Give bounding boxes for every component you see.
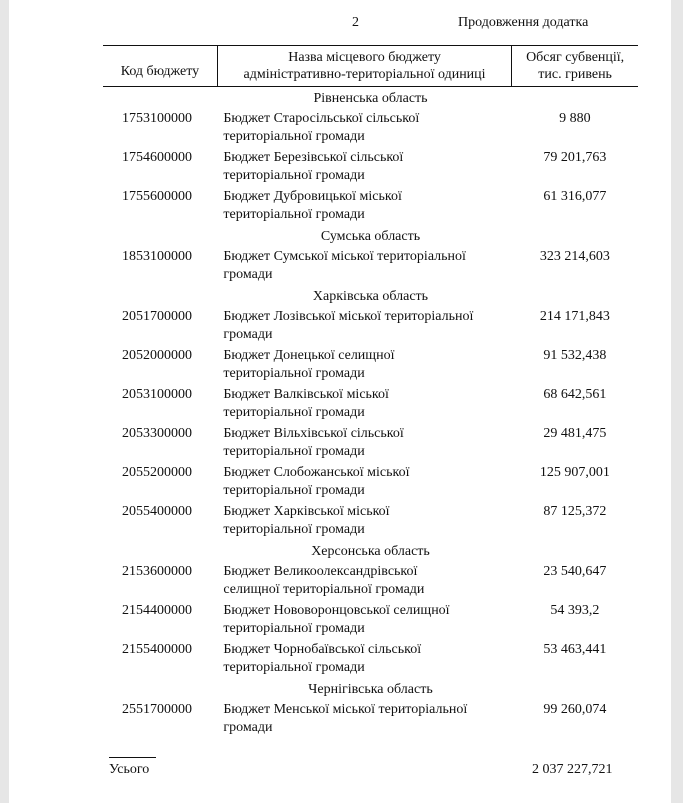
budget-name — [217, 306, 511, 345]
table-row — [103, 147, 638, 186]
budget-code: 1853100000 — [122, 249, 192, 264]
budget-name — [217, 462, 511, 501]
table-header — [103, 46, 638, 87]
budget-code: 2055200000 — [122, 465, 192, 480]
subvention-amount: 23 540,647 — [543, 564, 607, 579]
budget-code: 2155400000 — [122, 642, 192, 657]
budget-code: 1755600000 — [122, 189, 192, 204]
column-header-amount-line2: тис. гривень — [538, 67, 612, 82]
table-row — [103, 306, 638, 345]
table-row — [103, 246, 638, 285]
budget-name-line1: Бюджет Старосільської сільської — [223, 111, 420, 126]
subvention-amount: 125 907,001 — [539, 465, 610, 480]
budget-name-line1: Бюджет Березівської сільської — [223, 150, 404, 165]
budget-name — [217, 501, 511, 540]
region-name: Херсонська область — [311, 544, 430, 559]
budget-name — [217, 639, 511, 678]
budget-name-line1: Бюджет Донецької селищної — [223, 348, 395, 363]
budget-name-line2: територіальної громади — [223, 366, 365, 381]
budget-name-line2: громади — [223, 327, 273, 342]
total-separator — [109, 757, 156, 758]
subvention-amount: 9 880 — [559, 111, 591, 126]
budget-code: 2053100000 — [122, 387, 192, 402]
budget-name-line2: територіальної громади — [223, 483, 365, 498]
budget-code: 2153600000 — [122, 564, 192, 579]
budget-name-line1: Бюджет Харківської міської — [223, 504, 390, 519]
budget-name-line1: Бюджет Дубровицької міської — [223, 189, 402, 204]
region-row — [103, 285, 638, 306]
column-header-amount — [512, 46, 638, 87]
budget-name — [217, 600, 511, 639]
budget-name — [217, 186, 511, 225]
subvention-amount: 61 316,077 — [543, 189, 607, 204]
table-row — [103, 699, 638, 738]
continuation-label: Продовження додатка — [458, 15, 589, 30]
subvention-amount: 54 393,2 — [550, 603, 600, 618]
budget-name — [217, 246, 511, 285]
table-row — [103, 186, 638, 225]
budget-name-line1: Бюджет Слобожанської міської — [223, 465, 410, 480]
region-row — [103, 540, 638, 561]
region-name: Сумська область — [320, 229, 421, 244]
total-label: Усього — [109, 762, 150, 777]
budget-name-line1: Бюджет Валківської міської — [223, 387, 389, 402]
budget-name-line2: територіальної громади — [223, 129, 365, 144]
budget-name-line1: Бюджет Менської міської територіальної — [223, 702, 468, 717]
column-header-name — [217, 46, 511, 87]
column-header-amount-line1: Обсяг субвенції, — [526, 50, 625, 65]
budget-table — [103, 45, 638, 738]
subvention-amount: 323 214,603 — [539, 249, 610, 264]
page-header — [9, 15, 671, 35]
budget-name — [217, 384, 511, 423]
region-row — [103, 678, 638, 699]
region-name: Чернігівська область — [308, 682, 433, 697]
column-header-name-line2: адміністративно-територіальної одиниці — [243, 67, 486, 82]
budget-code: 2055400000 — [122, 504, 192, 519]
budget-name — [217, 108, 511, 147]
budget-name-line1: Бюджет Нововоронцовської селищної — [223, 603, 450, 618]
budget-name-line2: територіальної громади — [223, 405, 365, 420]
budget-name-line2: територіальної громади — [223, 168, 365, 183]
budget-code: 2154400000 — [122, 603, 192, 618]
column-header-name-line1: Назва місцевого бюджету — [288, 50, 441, 65]
budget-name — [217, 423, 511, 462]
column-header-code — [103, 46, 217, 87]
subvention-amount: 214 171,843 — [539, 309, 610, 324]
budget-name-line2: громади — [223, 267, 273, 282]
budget-name-line2: громади — [223, 720, 273, 735]
subvention-amount: 91 532,438 — [543, 348, 607, 363]
budget-name-line2: територіальної громади — [223, 660, 365, 675]
subvention-amount: 29 481,475 — [543, 426, 607, 441]
table-row — [103, 345, 638, 384]
region-row — [103, 87, 638, 109]
subvention-amount: 99 260,074 — [543, 702, 607, 717]
region-name: Харківська область — [312, 289, 429, 304]
subvention-amount: 87 125,372 — [543, 504, 607, 519]
budget-name — [217, 561, 511, 600]
budget-name — [217, 147, 511, 186]
region-name: Рівненська область — [313, 91, 428, 106]
table-row — [103, 561, 638, 600]
budget-name-line1: Бюджет Лозівської міської територіальної — [223, 309, 474, 324]
table-row — [103, 639, 638, 678]
budget-name-line2: селищної територіальної громади — [223, 582, 425, 597]
table-row — [103, 108, 638, 147]
subvention-amount: 53 463,441 — [543, 642, 607, 657]
region-row — [103, 225, 638, 246]
budget-code: 2051700000 — [122, 309, 192, 324]
budget-code: 1753100000 — [122, 111, 192, 126]
subvention-amount: 68 642,561 — [543, 387, 607, 402]
document-page — [9, 0, 671, 803]
table-row — [103, 423, 638, 462]
budget-name — [217, 699, 511, 738]
budget-name-line2: територіальної громади — [223, 207, 365, 222]
budget-code: 2052000000 — [122, 348, 192, 363]
budget-name-line2: територіальної громади — [223, 621, 365, 636]
table-body — [103, 87, 638, 739]
budget-code: 1754600000 — [122, 150, 192, 165]
column-header-code-label: Код бюджету — [120, 64, 200, 79]
table-row — [103, 462, 638, 501]
subvention-amount: 79 201,763 — [543, 150, 607, 165]
budget-code: 2551700000 — [122, 702, 192, 717]
budget-name-line1: Бюджет Чорнобаївської сільської — [223, 642, 422, 657]
budget-name-line1: Бюджет Сумської міської територіальної — [223, 249, 466, 264]
budget-name-line2: територіальної громади — [223, 522, 365, 537]
table-row — [103, 384, 638, 423]
page-number: 2 — [352, 15, 359, 30]
table-row — [103, 600, 638, 639]
budget-code: 2053300000 — [122, 426, 192, 441]
table-row — [103, 501, 638, 540]
budget-name-line1: Бюджет Вільхівської сільської — [223, 426, 404, 441]
budget-name-line2: територіальної громади — [223, 444, 365, 459]
budget-name-line1: Бюджет Великоолександрівської — [223, 564, 418, 579]
budget-name — [217, 345, 511, 384]
total-value: 2 037 227,721 — [532, 762, 613, 777]
